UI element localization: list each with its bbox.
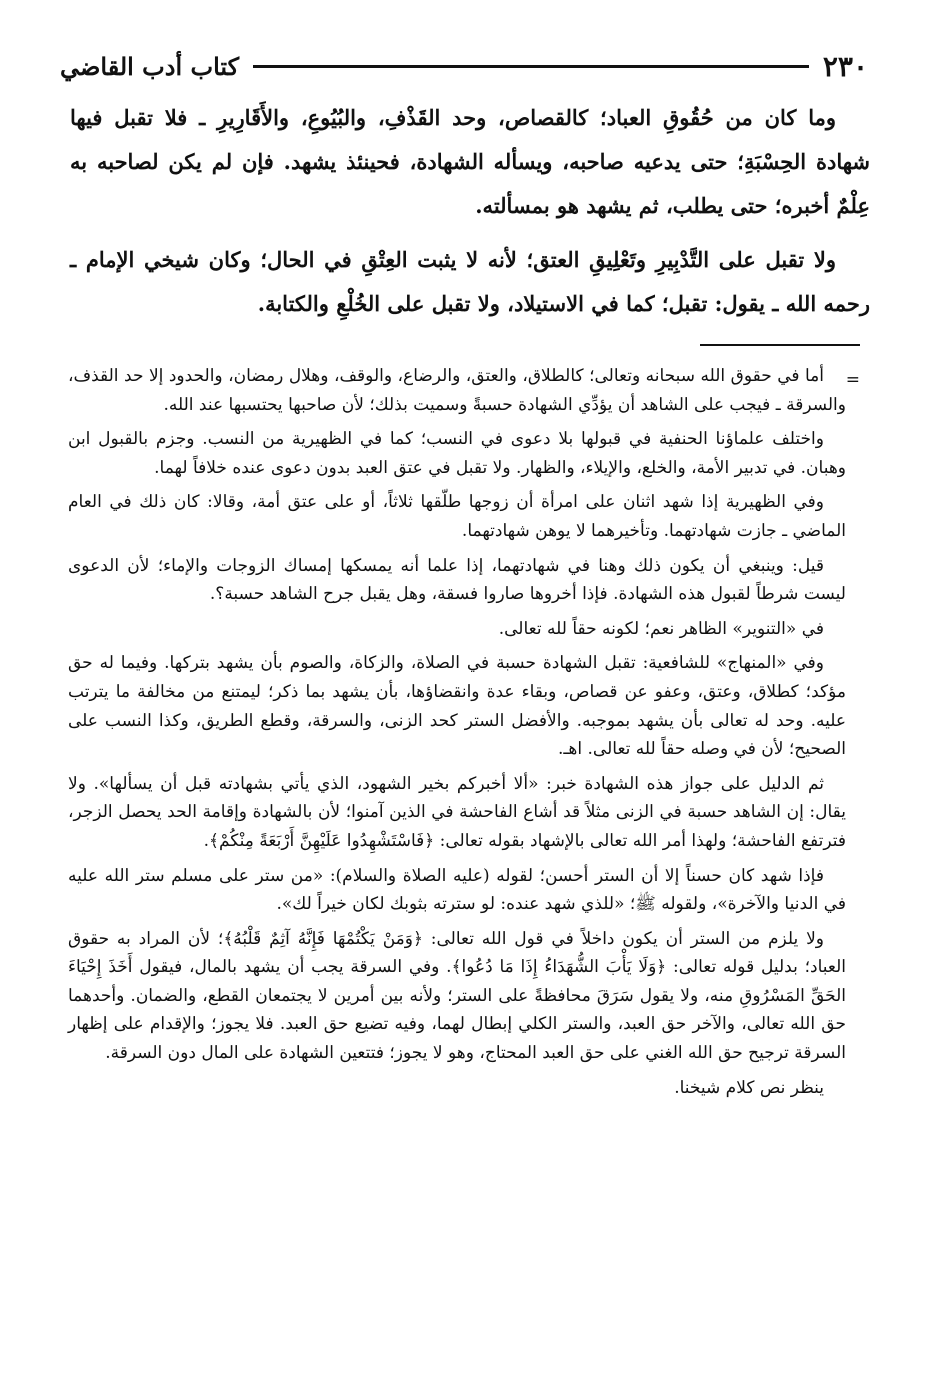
main-paragraph: ولا تقبل على التَّدْبِيرِ وتَعْلِيقِ العتق؛ لأنه لا يثبت العِتْقِ في الحال؛ وكان شيخي الإمام ـ رحمه الله ـ يقول: تقبل؛ كما في الاستيلاد، ولا تقبل على الخُلْعِ والكتابة.: [70, 247, 870, 316]
footnote-paragraph: في «التنوير» الظاهر نعم؛ لكونه حقاً لله تعالى.: [498, 618, 824, 639]
header-rule: [253, 65, 809, 68]
footnotes: [68, 362, 846, 1108]
footnote-paragraph: قيل: وينبغي أن يكون ذلك وهنا في شهادتهما، إذا علما أنه يمسكها إمساك الزوجات والإماء؛ لأن الدعوى ليست شرطاً لقبول هذه الشهادة. فإذا أخروها صاروا فسقة، وهل يقبل جرح الشاهد حسبة؟.: [68, 555, 846, 605]
book-title: كتاب أدب القاضي: [60, 51, 240, 81]
main-paragraph: وما كان من حُقُوقِ العباد؛ كالقصاص، وحد القَذْفِ، والبُيُوعِ، والأَقَارِيرِ ـ فلا تقبل فيها شهادة الحِسْبَةِ؛ حتى يدعيه صاحبه، ويسأله الشهادة، فحينئذ يشهد. فإن لم يكن لصاحبه به عِلْمٌ أخبره؛ حتى يطلب، ثم يشهد هو بمسألته.: [70, 105, 870, 218]
page-number: ٢٣٠: [822, 49, 868, 83]
footnote-paragraph: ثم الدليل على جواز هذه الشهادة خبر: «ألا أخبركم بخير الشهود، الذي يأتي بشهادته قبل أن يسألها». ولا يقال: إن الشاهد حسبة في الزنى مثلاً قد أشاع الفاحشة في الذين آمنوا؛ لأن بالشهادة وإقامة الحد يحصل الزجر، فترتفع الفاحشة؛ ولهذا أمر الله تعالى بالإشهاد بقوله تعالى: ﴿فَاسْتَشْهِدُوا عَلَيْهِنَّ أَرْبَعَةً مِنْكُمْ﴾.: [68, 773, 846, 851]
footnote-paragraph: ولا يلزم من الستر أن يكون داخلاً في قول الله تعالى: ﴿وَمَنْ يَكْتُمْهَا فَإِنَّهُ آثِمٌ قَلْبُهُ﴾؛ لأن المراد به حقوق العباد؛ بدليل قوله تعالى: ﴿وَلَا يَأْبَ الشُّهَدَاءُ إِذَا مَا دُعُوا﴾. وفي السرقة يجب أن يشهد بالمال، فيقول أَخَذَ إِحْيَاءَ الحَقِّ المَسْرُوقِ منه، ولا يقول سَرَقَ محافظةً على الستر؛ ولأنه بين أمرين لا يجتمعان القطع، والضمان. وأحدهما حق الله تعالى، والآخر حق العبد، والستر الكلي إبطال لهما، وفيه تضيع حق العبد. فلا يجوز؛ والإقدام على إظهار السرقة ترجيح حق الله الغني على حق العبد المحتاج، وهو لا يجوز؛ فتتعين الشهادة على المال دون السرقة.: [68, 928, 846, 1064]
footnote-paragraph: فإذا شهد كان حسناً إلا أن الستر أحسن؛ لقوله (عليه الصلاة والسلام): «من ستر على مسلم ستر الله عليه في الدنيا والآخرة»، ولقوله ﷺ؛ «للذي شهد عنده: لو سترته بثوبك لكان خيراً لك».: [68, 865, 846, 915]
footnote-continuation-mark: =: [845, 370, 860, 390]
main-text: [70, 96, 870, 336]
footnote-paragraph: وفي «المنهاج» للشافعية: تقبل الشهادة حسبة في الصلاة، والزكاة، والصوم بأن يشهد بتركها. وفيما له حق مؤكد؛ كطلاق، وعتق، وعفو عن قصاص، وبقاء عدة وانقضاؤها، بأن يشهد بما ذكر؛ ليمتنع من مخالفة ما يترتب عليه. وحد له تعالى بأن يشهد بموجبه. والأفضل الستر كحد الزنى، والسرقة، وقطع الطريق، وكذا النسب على الصحيح؛ لأن في وصله حقاً لله تعالى. اهـ.: [68, 653, 846, 760]
footnote-separator: [700, 344, 860, 346]
footnote-paragraph: أما في حقوق الله سبحانه وتعالى؛ كالطلاق، والعتق، والرضاع، والوقف، وهلال رمضان، والحدود إلا حد القذف، والسرقة ـ فيجب على الشاهد أن يؤدِّي الشهادة حسبةً وسميت بذلك؛ لأن صاحبها يحتسبها عند الله.: [68, 366, 846, 415]
footnote-paragraph: وفي الظهيرية إذا شهد اثنان على امرأة أن زوجها طلّقها ثلاثاً، أو على عتق أمة، وقالا: كان ذلك في العام الماضي ـ جازت شهادتهما. وتأخيرهما لا يوهن شهادتهما.: [68, 492, 846, 541]
page-header: [60, 46, 868, 86]
footnote-paragraph: ينظر نص كلام شيخنا.: [674, 1077, 824, 1098]
footnote-paragraph: واختلف علماؤنا الحنفية في قبولها بلا دعوى في النسب؛ كما في الظهيرية من النسب. وجزم بالقبول ابن وهبان. في تدبير الأمة، والخلع، والإيلاء، والظهار. ولا تقبل في عتق العبد بدون دعوى عنده خلافاً لهما.: [68, 429, 846, 478]
